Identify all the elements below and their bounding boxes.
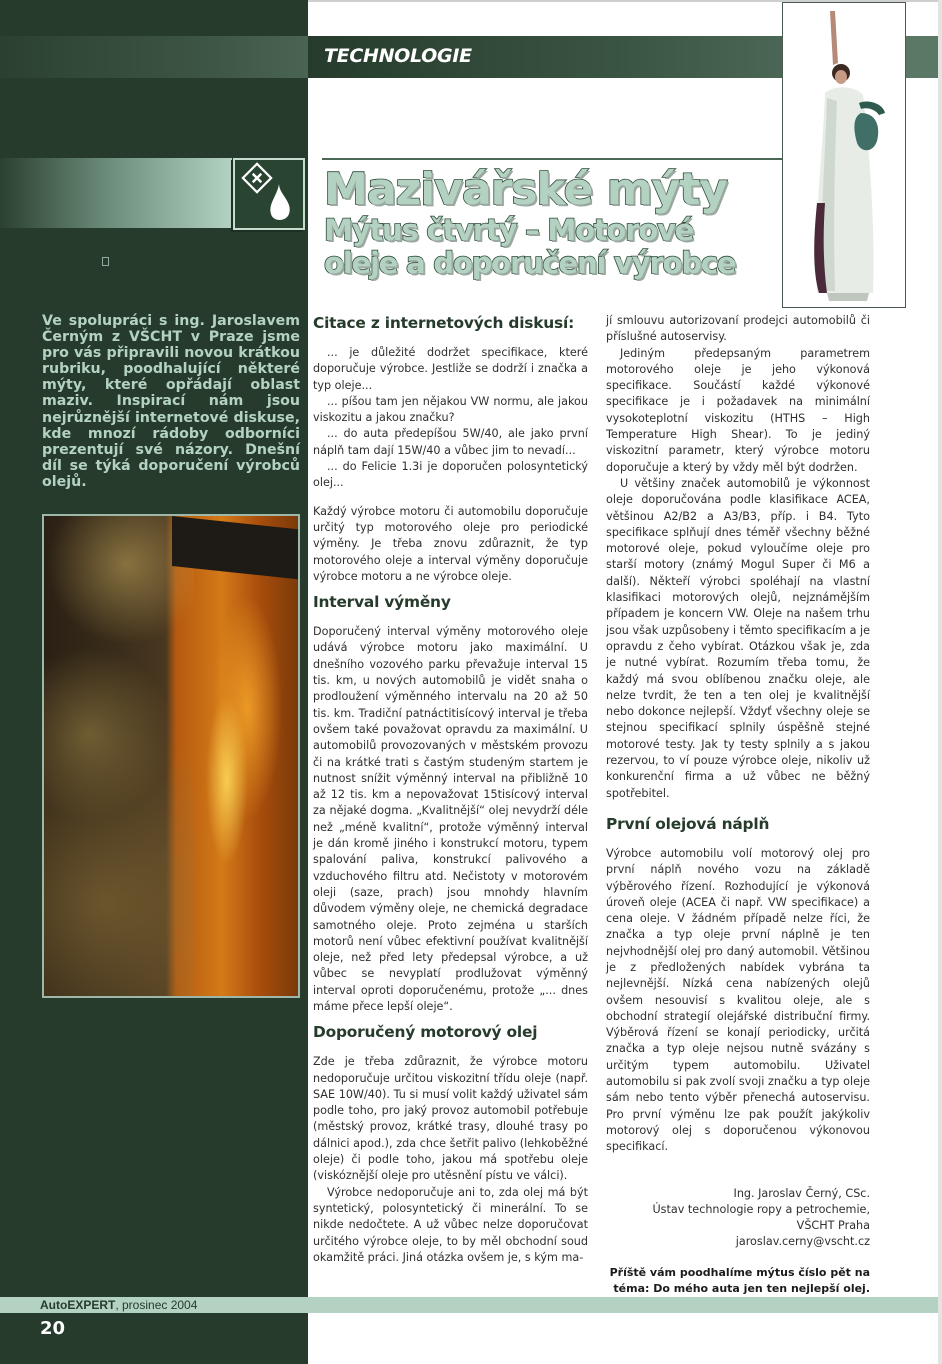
- heading-doporuceny: Doporučený motorový olej: [313, 1023, 538, 1042]
- article-headline: [324, 166, 735, 280]
- headline-subtitle-line1: Mýtus čtvrtý – Motorové: [324, 213, 694, 247]
- paragraph-acea: U většiny značek automobilů je výkonnost oleje doporučována podle klasifikace ACEA, většinou A2/B2 a A3/B3, příp. i B4. Tyto specifikace splňují dnes téměř všechny běžné motorové oleje, pokud vyloučíme oleje pro starší motory (známý Mogul Super či M6 a další). Někteří výrobci spoléhají na vlastní klasifikaci motorových olejů, nejznámějším případem je koncern VW. Oleje na našem trhu jsou však uzpůsobeny i těmto specifikacím a je opravdu z čeho vybírat. Otázkou však je, zda je nutné vybírat. Rozumím třeba tomu, že každý má svou oblíbenou značku oleje, ale nelze tvrdit, že ten a ten olej je kvalitnější nebo dokonce nejlepší. Vždyť všechny oleje se stejnou specifikací splnily úspěšně stejné motorové testy. Jak ty testy splnily a s jakou rezervou, to ví pouze výrobce oleje, nikoliv už konkurenční firma a už vůbec ne běžný spotřebitel.: [606, 476, 870, 800]
- article-column-2: [606, 313, 870, 1297]
- intro-paragraph: Ve spolupráci s ing. Jaroslavem Černým z VŠCHT v Praze jsme pro vás připravili novou krátkou rubriku, poodhalující některé mýty, které opřádají oblast maziv. Inspirací nám jsou nejrůznější internetové diskuse, kde mnozí rádoby odborníci prezentují své názory. Dnešní díl se týká doporučení výrobců olejů.: [42, 313, 300, 490]
- author-signature: [606, 1186, 870, 1251]
- rubric-logo: [233, 158, 305, 230]
- paragraph-specifikace: Jediným předepsaným parametrem motorového oleje je jeho výkonová specifikace. Součástí každé výkonové specifikace je i požadavek na minimální vysokoteplotní viskozitu (HTHS – High Temperature High Shear). To je jediný viskozitní parametr, který výrobce motoru doporučuje a který by vždy měl být dodržen.: [606, 346, 870, 474]
- paragraph-intro: Každý výrobce motoru či automobilu doporučuje určitý typ motorového oleje pro periodické výměny. Je třeba znovu zdůraznit, že typ motorového oleje a interval výměny doporučuje výrobce motoru a ne výrobce oleje.: [313, 504, 588, 583]
- author-institute: Ústav technologie ropy a petrochemie,: [652, 1202, 870, 1216]
- paragraph-doporuceny-1: Zde je třeba zdůraznit, že výrobce motoru nedoporučuje určitou viskozitní třídu oleje (např. SAE 10W/40). Tu si musí volit každý uživatel sám podle toho, pro jaký provoz automobil potřebuje (městský provoz, krátké trasy, dlouhé trasy po dálnici apod.), zda chce šetřit palivo (lehkoběžné oleje) či podle toho, jakou má spotřebu oleje (viskóznější oleje pro utěsnění pístu ve válci).: [313, 1055, 588, 1183]
- page-right-edge: [938, 0, 942, 1364]
- paragraph-continuation: jí smlouvu autorizovaní prodejci automobilů či příslušné autoservisy.: [606, 314, 870, 344]
- statue-illustration: [782, 2, 906, 308]
- header-band-end: [906, 36, 942, 78]
- next-issue-teaser: [606, 1265, 870, 1298]
- headline-title: Mazivářské mýty: [324, 164, 727, 215]
- quote-2: ... píšou tam jen nějakou VW normu, ale jakou viskozitu a jakou značku?: [313, 394, 588, 425]
- quote-1: ... je důležité dodržet specifikace, které doporučuje výrobce. Jestliže se dodrží i značka a typ oleje...: [313, 346, 588, 392]
- heading-interval: Interval výměny: [313, 593, 451, 612]
- headline-subtitle-line2: oleje a doporučení výrobce: [324, 246, 736, 280]
- decorative-square: [102, 257, 109, 266]
- article-column-1: [313, 313, 588, 1266]
- quote-3: ... do auta předepíšou 5W/40, ale jako první náplň tam dají 15W/40 a vůbec jim to nevadí...: [313, 427, 588, 457]
- header-band-left: [0, 36, 308, 78]
- issue-date: , prosinec 2004: [115, 1298, 198, 1312]
- quote-4: ... do Felicie 1.3i je doporučen polosyntetický olej...: [313, 460, 588, 490]
- oil-splash-detail: [44, 516, 194, 998]
- paragraph-prvni-napln: Výrobce automobilu volí motorový olej pro první náplň nového vozu na základě výběrového řízení. Rozhodující je výkonová úroveň oleje (ACEA či např. VW specifikace) a cena oleje. V žádném případě nelze říci, že značka a typ oleje první náplně je ten nejvhodnější olej pro daný automobil. Většinou je z předložených nabídek vybrána ta nejlevnější. Nízká cena nabízených olejů ovšem nesouvisí s kvalitou oleje, ale s obchodní strategií olejářské distribuční firmy. Výběrová řízení se konají periodicky, určitá značka a typ oleje nejsou nutně svázány s určitým typem automobilu. Uživatel automobilu si pak zvolí svoji značku a typ oleje sám nebo tento výběr přenechá autoservisu. Pro první výměnu lze pak použít jakýkoliv motorový olej s doporučenou výkonovou specifikací.: [606, 846, 870, 1154]
- footer-magazine-info: [40, 1298, 197, 1312]
- heading-prvni-napln: První olejová náplň: [606, 814, 770, 833]
- author-email[interactable]: jaroslav.cerny@vscht.cz: [735, 1235, 870, 1249]
- teaser-line-1: Příště vám poodhalíme mýtus číslo pět na: [609, 1265, 870, 1279]
- oil-splash-photo: [42, 514, 300, 998]
- teaser-line-2: téma: Do mého auta jen ten nejlepší olej.: [613, 1282, 870, 1296]
- paragraph-interval: Doporučený interval výměny motorového oleje udává výrobce motoru jako maximální. U dnešního vozového parku převažuje interval 15 tis. km, u nových automobilů je vidět snaha o prodloužení výměnného intervalu na 20 až 50 tis. km. Tradiční patnáctitisícový interval je třeba ovšem také považovat opravdu za maximální. U automobilů provozovaných v městském provozu či na krátké trati s častým studeným startem je nutnost snížit výměnný interval na přibližně 10 až 12 tis. km a nepovažovat 15tisícový interval za nějaké dogma. „Kvalitnější“ olej nevydrží déle než „méně kvalitní“, protože výměnný interval je dán kromě jiného i konstrukcí motoru, typem spalování paliva, konstrukcí palivového a vzduchového filtru atd. Nečistoty v motorovém oleji (saze, prach) jsou mnohdy hlavním důvodem výměny oleje, ne chemická degradace samotného oleje. Proto zejména u starších motorů není vůbec efektivní používat kvalitnější oleje, než před lety předepsal výrobce, a už vůbec se nevyplatí prodlužovat výměnný interval oproti doporučenému, protože „... dnes máme přece lepší oleje“.: [313, 625, 588, 1013]
- title-rule: [322, 158, 782, 160]
- author-name: Ing. Jaroslav Černý, CSc.: [733, 1186, 870, 1200]
- title-gradient-band: [0, 158, 232, 228]
- oil-can-drop-icon: [235, 160, 303, 228]
- author-school: VŠCHT Praha: [796, 1219, 870, 1233]
- section-label: TECHNOLOGIE: [324, 45, 472, 67]
- statue-figure-icon: [783, 3, 906, 308]
- magazine-name: AutoEXPERT: [40, 1298, 116, 1312]
- page-number: 20: [40, 1318, 66, 1339]
- heading-citace: Citace z internetových diskusí:: [313, 314, 575, 332]
- paragraph-doporuceny-2: Výrobce nedoporučuje ani to, zda olej má být syntetický, polosyntetický či minerální. To se nikde nedočtete. A už vůbec nelze doporučovat určitého výrobce oleje, to by měl obchodní soud okamžitě práci. Jiná otázka ovšem je, s kým ma-: [313, 1185, 588, 1264]
